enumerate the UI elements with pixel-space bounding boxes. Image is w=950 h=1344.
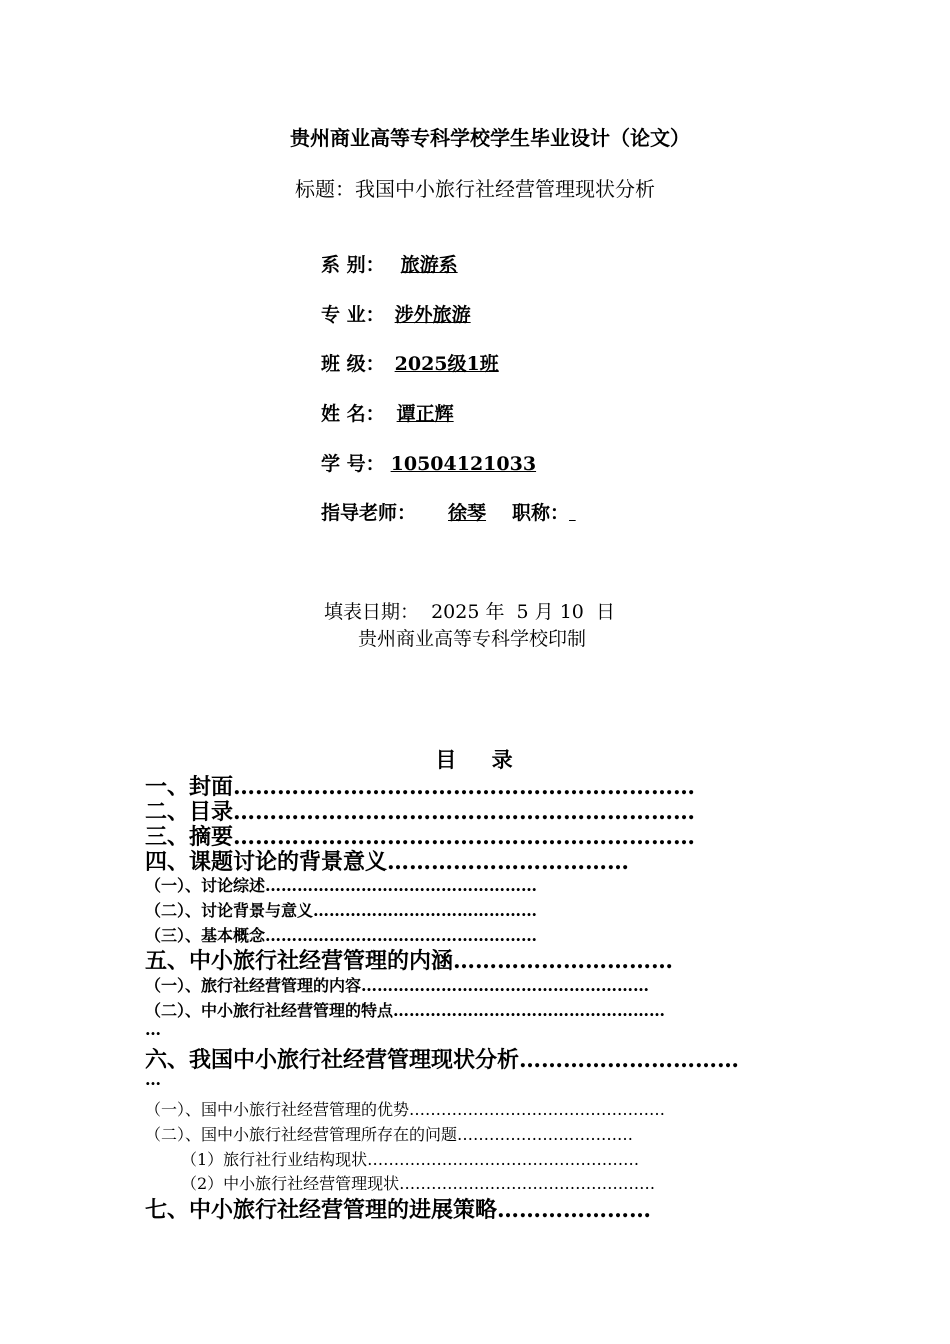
toc-item: 四、课题讨论的背景意义…………………………… <box>145 849 630 875</box>
toc-item: 三、摘要……………………………………………………… <box>145 824 696 850</box>
thesis-subtitle: 标题：我国中小旅行社经营管理现状分析 <box>295 177 655 201</box>
field-label: 班 级： <box>321 353 385 375</box>
field-value: 旅游系 <box>400 254 458 276</box>
field-value: 谭正辉 <box>396 403 454 425</box>
toc-item: （一）、讨论综述…………………………………………… <box>145 876 538 895</box>
toc-item: 七、中小旅行社经营管理的进展策略………………… <box>145 1197 652 1223</box>
toc-item: （一）、旅行社经营管理的内容……………………………………………… <box>145 976 650 995</box>
field-label: 指导老师： <box>321 502 417 524</box>
printer-line: 贵州商业高等专科学校印制 <box>358 628 587 650</box>
toc-item: （三）、基本概念…………………………………………… <box>145 926 538 945</box>
toc-item: 五、中小旅行社经营管理的内涵………………………… <box>145 948 674 974</box>
toc-heading: 目 录 <box>435 747 527 772</box>
field-label: 专 业： <box>321 304 385 326</box>
toc-item: 六、我国中小旅行社经营管理现状分析………………………… <box>145 1047 740 1073</box>
toc-item: （2）中小旅行社经营管理现状………………………………………… <box>181 1174 656 1193</box>
field-label: 姓 名： <box>321 403 385 425</box>
field-class <box>321 349 566 376</box>
field-name <box>321 399 547 426</box>
toc-item: （二）、讨论背景与意义…………………………………… <box>145 901 538 920</box>
toc-item: 二、目录……………………………………………………… <box>145 799 696 825</box>
toc-item: 一、封面……………………………………………………… <box>145 774 696 800</box>
field-major <box>321 300 553 327</box>
field-value: 2025级1班 <box>394 353 499 375</box>
field-department <box>321 250 541 277</box>
field-value: 徐琴 <box>448 502 487 524</box>
toc-item: … <box>145 1070 161 1089</box>
toc-item: （一）、国中小旅行社经营管理的优势………………………………………… <box>145 1100 666 1119</box>
field-advisor <box>321 498 607 525</box>
title-label: 职称： <box>512 502 570 524</box>
field-label: 系 别： <box>321 254 385 276</box>
field-value: 10504121033 <box>390 453 537 475</box>
field-label: 学 号： <box>321 453 385 475</box>
field-value: 涉外旅游 <box>394 304 471 326</box>
toc-item: … <box>145 1020 161 1039</box>
toc-item: （二）、国中小旅行社经营管理所存在的问题…………………………… <box>145 1125 634 1144</box>
toc-item: （二）、中小旅行社经营管理的特点…………………………………………… <box>145 1001 666 1020</box>
school-title: 贵州商业高等专科学校学生毕业设计（论文） <box>290 126 690 150</box>
title-value <box>569 502 607 524</box>
fill-date: 填表日期： 2025 年 5 月 10 日 <box>324 601 615 623</box>
field-student-id <box>321 449 575 476</box>
toc-item: （1）旅行社行业结构现状…………………………………………… <box>181 1150 640 1169</box>
